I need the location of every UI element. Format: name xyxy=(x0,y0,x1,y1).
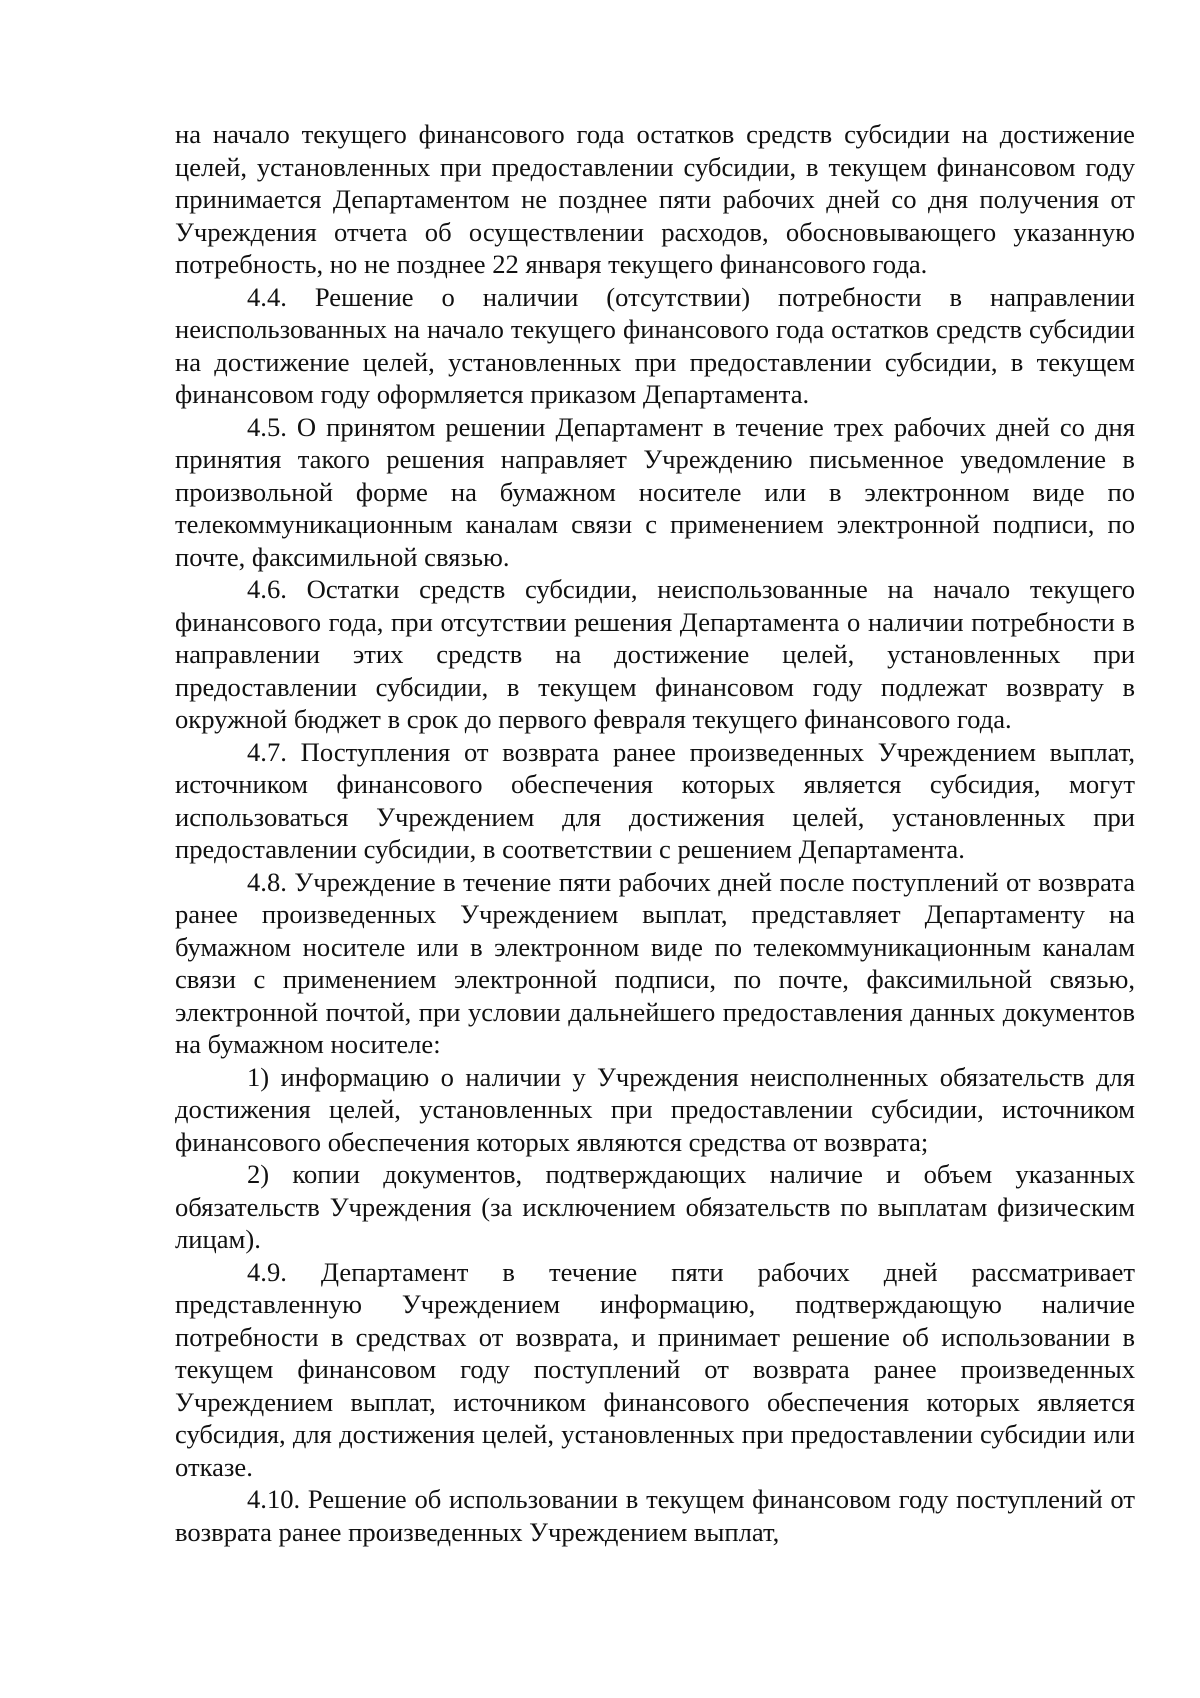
paragraph-4-9: 4.9. Департамент в течение пяти рабочих дней рассматривает представленную Учреждением информацию, подтверждающую наличие потребности в средствах от возврата, и принимает решение об использовании в текущем финансовом году поступлений от возврата ранее произведенных Учреждением выплат, источником финансового обеспечения которых является субсидия, для достижения целей, установленных при предоставлении субсидии или отказе. xyxy=(175,1256,1135,1482)
paragraph-continuation: на начало текущего финансового года остатков средств субсидии на достижение целей, установленных при предоставлении субсидии, в текущем финансовом году принимается Департаментом не позднее пяти рабочих дней со дня получения от Учреждения отчета об осуществлении расходов, обосновывающего указанную потребность, но не позднее 22 января текущего финансового года. xyxy=(175,119,1135,279)
paragraph-4-8: 4.8. Учреждение в течение пяти рабочих дней после поступлений от возврата ранее произведенных Учреждением выплат, представляет Департаменту на бумажном носителе или в электронном виде по телекоммуникационным каналам связи с применением электронной подписи, по почте, факсимильной связью, электронной почтой, при условии дальнейшего предоставления данных документов на бумажном носителе: xyxy=(175,866,1135,1059)
list-item-1: 1) информацию о наличии у Учреждения неисполненных обязательств для достижения целей, установленных при предоставлении субсидии, источником финансового обеспечения которых являются средства от возврата; xyxy=(175,1061,1135,1157)
list-item-2: 2) копии документов, подтверждающих наличие и объем указанных обязательств Учреждения (за исключением обязательств по выплатам физическим лицам). xyxy=(175,1159,1135,1254)
document-body xyxy=(175,118,1135,1548)
paragraph-4-10: 4.10. Решение об использовании в текущем финансовом году поступлений от возврата ранее произведенных Учреждением выплат, xyxy=(175,1484,1135,1547)
paragraph-4-5: 4.5. О принятом решении Департамент в течение трех рабочих дней со дня принятия такого решения направляет Учреждению письменное уведомление в произвольной форме на бумажном носителе или в электронном виде по телекоммуникационным каналам связи с применением электронной подписи, по почте, факсимильной связью. xyxy=(175,411,1135,572)
paragraph-4-4: 4.4. Решение о наличии (отсутствии) потребности в направлении неиспользованных на начало текущего финансового года остатков средств субсидии на достижение целей, установленных при предоставлении субсидии, в текущем финансовом году оформляется приказом Департамента. xyxy=(175,281,1135,409)
paragraph-4-6: 4.6. Остатки средств субсидии, неиспользованные на начало текущего финансового года, при отсутствии решения Департамента о наличии потребности в направлении этих средств на достижение целей, установленных при предоставлении субсидии, в текущем финансовом году подлежат возврату в окружной бюджет в срок до первого февраля текущего финансового года. xyxy=(175,574,1135,734)
paragraph-4-7: 4.7. Поступления от возврата ранее произведенных Учреждением выплат, источником финансового обеспечения которых является субсидия, могут использоваться Учреждением для достижения целей, установленных при предоставлении субсидии, в соответствии с решением Департамента. xyxy=(175,736,1135,864)
